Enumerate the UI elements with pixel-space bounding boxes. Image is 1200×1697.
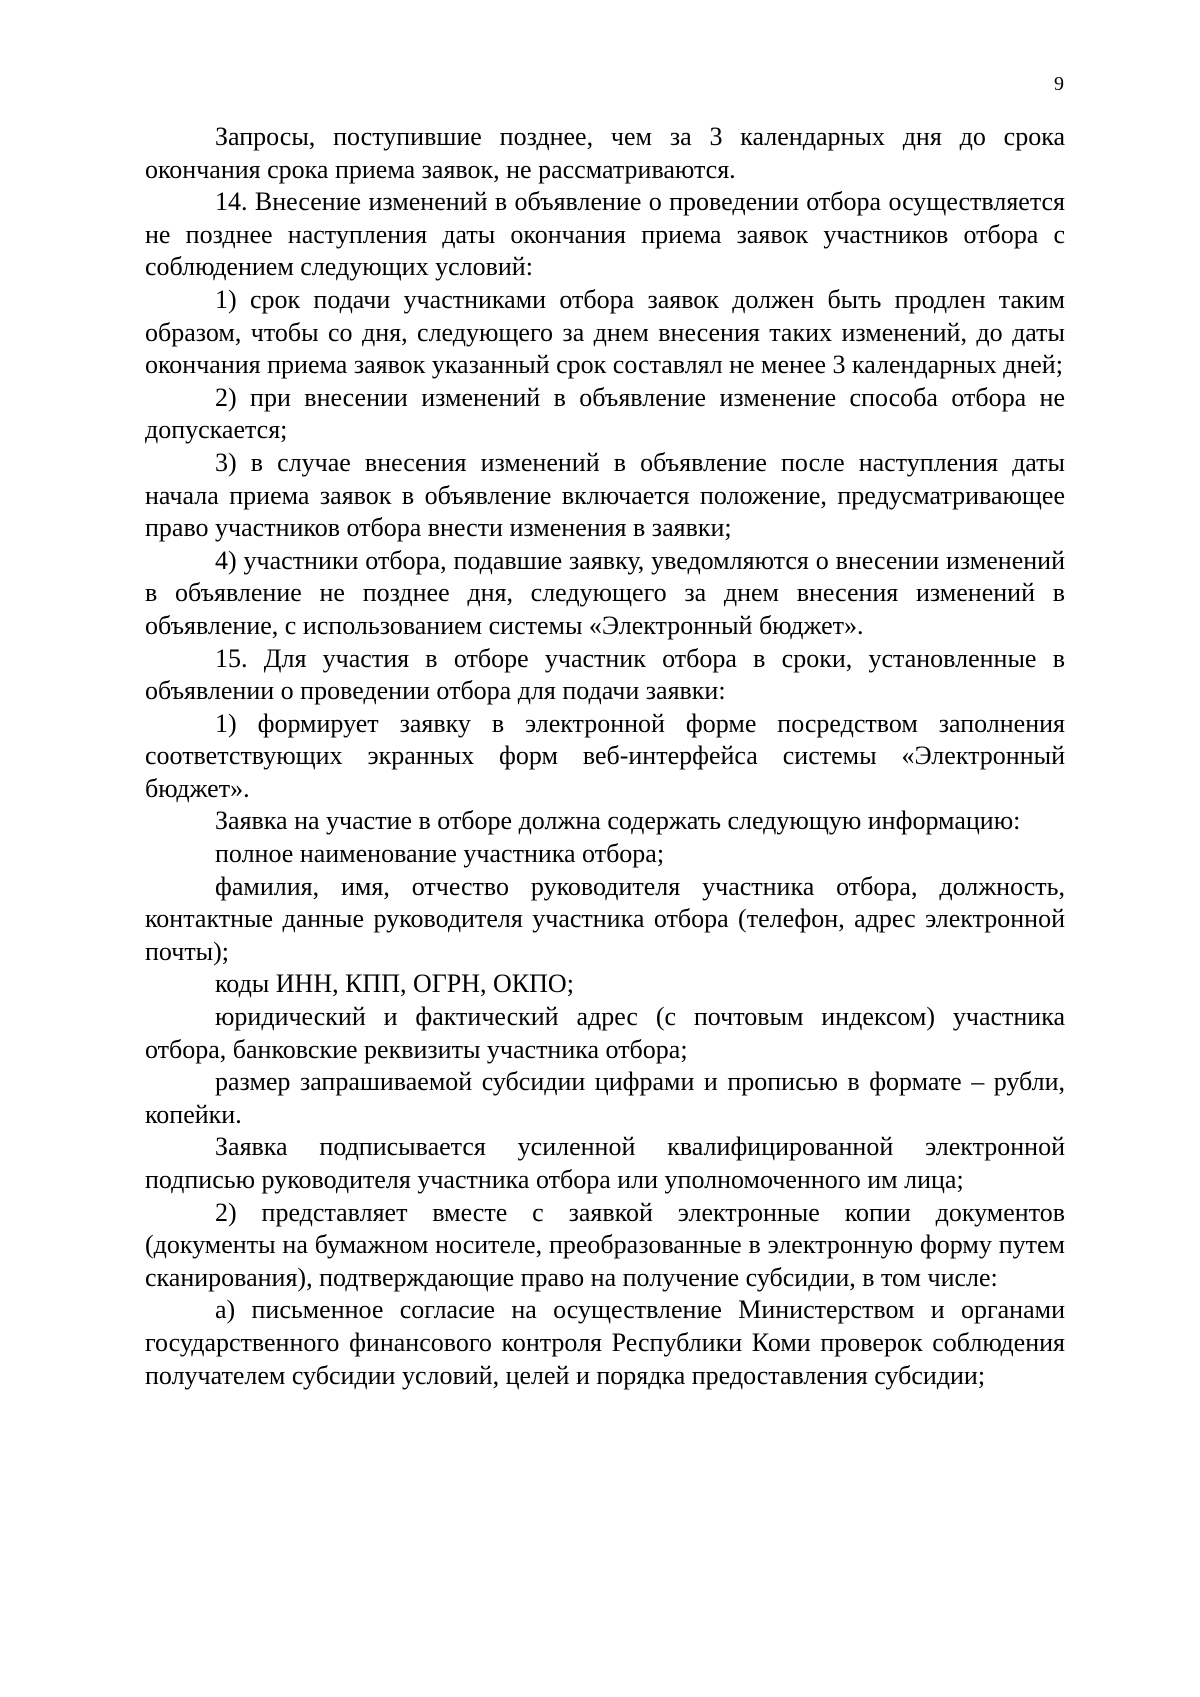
paragraph-codes: коды ИНН, КПП, ОГРН, ОКПО; [215,969,574,999]
paragraph-subsidy-amount: размер запрашиваемой субсидии цифрами и прописью в формате – рубли, копейки. [145,1067,1065,1129]
paragraph-addresses: юридический и фактический адрес (с почтовым индексом) участника отбора, банковские реквизиты участника отбора; [145,1002,1065,1064]
paragraph-application-contents: Заявка на участие в отборе должна содержать следующую информацию: [215,806,1021,836]
document-body [145,121,1065,1392]
paragraph-15-participation: 15. Для участия в отборе участник отбора в сроки, установленные в объявлении о проведении отбора для подачи заявки: [145,643,1065,706]
paragraph-head-contacts: фамилия, имя, отчество руководителя участника отбора, должность, контактные данные руководителя участника отбора (телефон, адрес электронной почты); [145,871,1065,966]
paragraph-full-name: полное наименование участника отбора; [215,839,665,869]
paragraph-14-amendments: 14. Внесение изменений в объявление о проведении отбора осуществляется не позднее наступления даты окончания приема заявок участников отбора с соблюдением следующих условий: [145,187,1065,282]
paragraph-14-item-1: 1) срок подачи участниками отбора заявок должен быть продлен таким образом, чтобы со дня, следующего за днем внесения таких изменений, до даты окончания приема заявок указанный срок составлял не менее 3 календарных дней; [145,284,1065,380]
paragraph-14-item-4: 4) участники отбора, подавшие заявку, уведомляются о внесении изменений в объявление не позднее дня, следующего за днем внесения изменений в объявление, с использованием системы «Электронный бюджет». [145,545,1065,640]
paragraph-15-item-2a: а) письменное согласие на осуществление Министерством и органами государственного финансового контроля Республики Коми проверок соблюдения получателем субсидии условий, целей и порядка предоставления субсидии; [145,1295,1065,1390]
paragraph-signature: Заявка подписывается усиленной квалифицированной электронной подписью руководителя участника отбора или уполномоченного им лица; [145,1132,1065,1194]
paragraph-15-item-1: 1) формирует заявку в электронной форме посредством заполнения соответствующих экранных форм веб-интерфейса системы «Электронный бюджет». [145,708,1065,803]
paragraph-14-item-2: 2) при внесении изменений в объявление изменение способа отбора не допускается; [145,382,1065,445]
paragraph-14-item-3: 3) в случае внесения изменений в объявление после наступления даты начала приема заявок в объявление включается положение, предусматривающее право участников отбора внести изменения в заявки; [145,447,1065,543]
page-number: 9 [1054,73,1064,95]
paragraph-requests-deadline: Запросы, поступившие позднее, чем за 3 календарных дня до срока окончания срока приема заявок, не рассматриваются. [145,122,1065,184]
paragraph-15-item-2: 2) представляет вместе с заявкой электронные копии документов (документы на бумажном носителе, преобразованные в электронную форму путем сканирования), подтверждающие право на получение субсидии, в том числе: [145,1197,1065,1292]
